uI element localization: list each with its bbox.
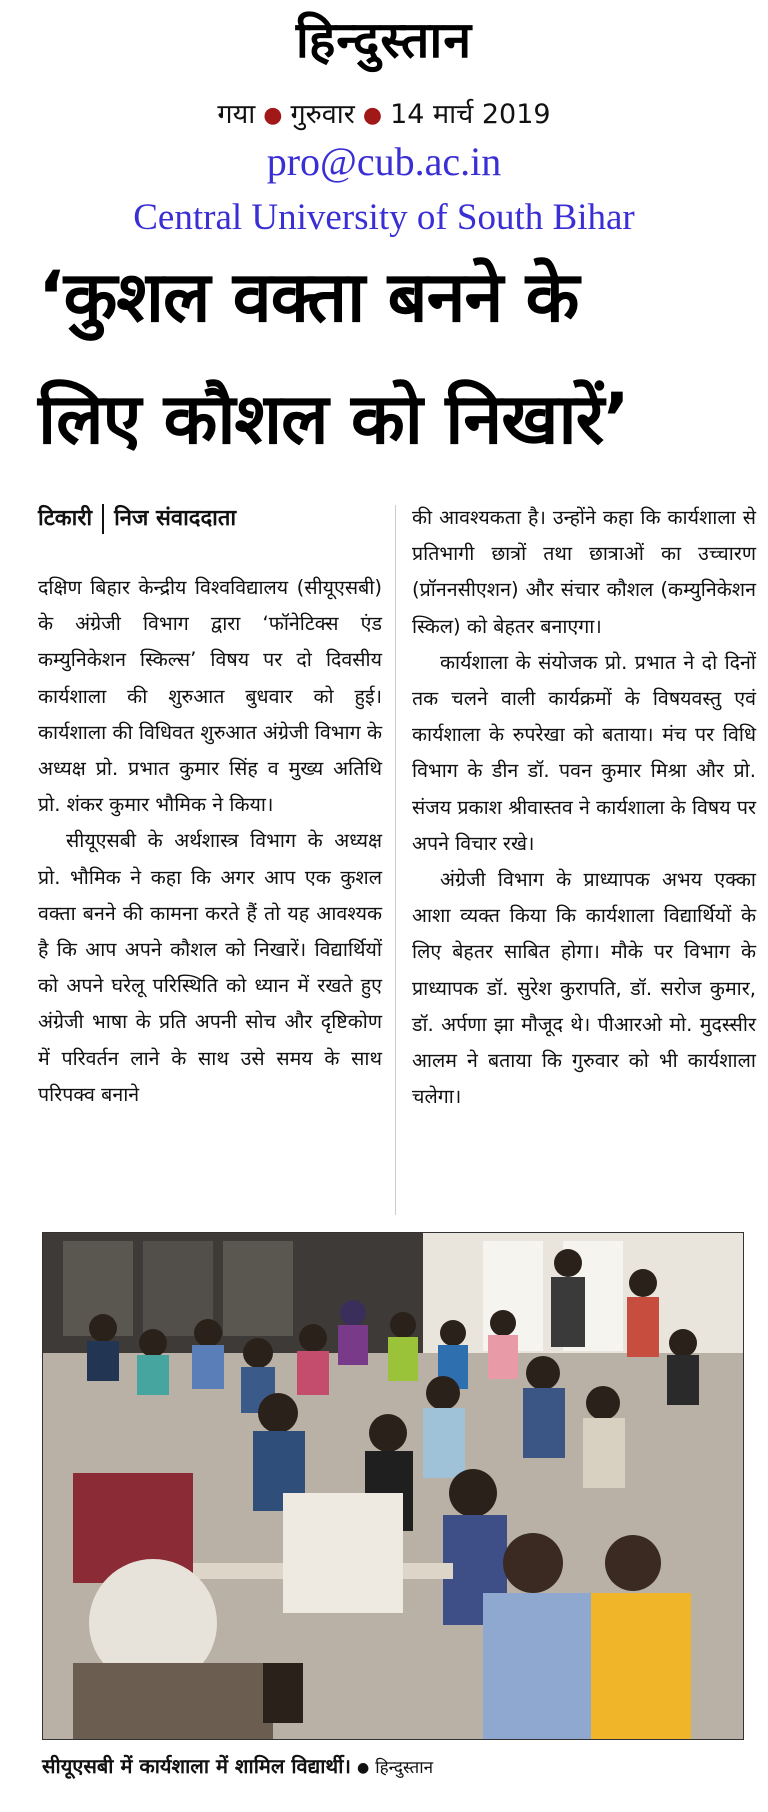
article-column-left [38, 500, 382, 1113]
workshop-photo [42, 1232, 744, 1740]
column-divider [395, 505, 396, 1215]
classroom-photo-illustration [43, 1233, 743, 1739]
photo-credit: हिन्दुस्तान [375, 1758, 434, 1778]
dateline-date: 14 मार्च 2019 [390, 99, 551, 130]
dateline [0, 94, 768, 131]
byline-place: टिकारी [38, 505, 93, 531]
article-paragraph: कार्यशाला के संयोजक प्रो. प्रभात ने दो दिनों तक चलने वाली कार्यक्रमों के विषयवस्तु एवं कार्यशाला के रुपरेखा को बताया। मंच पर विधि विभाग के डीन डॉ. पवन कुमार मिश्रा और प्रो. संजय प्रकाश श्रीवास्तव ने कार्यशाला के विषय पर अपने विचार रखे। [412, 650, 756, 855]
dateline-city: गया [217, 99, 256, 130]
article-column-right [412, 500, 756, 1115]
newspaper-masthead: हिन्दुस्तान [295, 11, 473, 69]
byline [38, 500, 382, 538]
headline-line-1: ‘कुशल वक्ता बनने के [38, 256, 579, 338]
contact-email: pro@cub.ac.in [266, 139, 502, 184]
bullet-icon: ● [362, 103, 383, 128]
caption-text: सीयूएसबी में कार्यशाला में शामिल विद्यार्थी। [42, 1754, 351, 1778]
byline-separator [102, 504, 104, 534]
article-paragraph: की आवश्यकता है। उन्होंने कहा कि कार्यशाला से प्रतिभागी छात्रों तथा छात्राओं का उच्चारण (प्रॉननसीएशन) और संचार कौशल (कम्युनिकेशन स्किल) को बेहतर बनाएगा। [412, 506, 756, 638]
dateline-day: गुरुवार [290, 99, 355, 130]
institution-name: Central University of South Bihar [133, 197, 635, 238]
byline-reporter: निज संवाददाता [114, 505, 237, 531]
bullet-icon: ● [356, 1759, 370, 1776]
article-paragraph: सीयूएसबी के अर्थशास्त्र विभाग के अध्यक्ष प्रो. भौमिक ने कहा कि अगर आप एक कुशल वक्ता बनने की कामना करते हैं तो यह आवश्यक है कि आप अपने कौशल को निखारें। विद्यार्थियों को अपने घरेलू परिस्थिति को ध्यान में रखते हुए अंग्रेजी भाषा के प्रति अपनी सोच और दृष्टिकोण में परिवर्तन लाने के साथ उसे समय के साथ परिपक्व बनाने [38, 829, 382, 1106]
bullet-icon: ● [263, 103, 283, 128]
photo-caption [42, 1752, 742, 1779]
headline-line-2: लिए कौशल को निखारें’ [38, 378, 629, 460]
article-paragraph: दक्षिण बिहार केन्द्रीय विश्वविद्यालय (सीयूएसबी) के अंग्रेजी विभाग द्वारा ‘फॉनेटिक्स एंड कम्युनिकेशन स्किल्स’ विषय पर दो दिवसीय कार्यशाला की शुरुआत बुधवार को हुई। कार्यशाला की विधिवत शुरुआत अंग्रेजी विभाग के अध्यक्ष प्रो. प्रभात कुमार सिंह व मुख्य अतिथि प्रो. शंकर कुमार भौमिक ने किया। [38, 576, 382, 817]
article-paragraph: अंग्रेजी विभाग के प्राध्यापक अभय एक्का आशा व्यक्त किया कि कार्यशाला विद्यार्थियों के लिए बेहतर साबित होगा। मौके पर विभाग के प्राध्यापक डॉ. सुरेश कुरापति, डॉ. सरोज कुमार, डॉ. अर्पणा झा मौजूद थे। पीआरओ मो. मुदस्सीर आलम ने बताया कि गुरुवार को भी कार्यशाला चलेगा। [412, 868, 756, 1109]
